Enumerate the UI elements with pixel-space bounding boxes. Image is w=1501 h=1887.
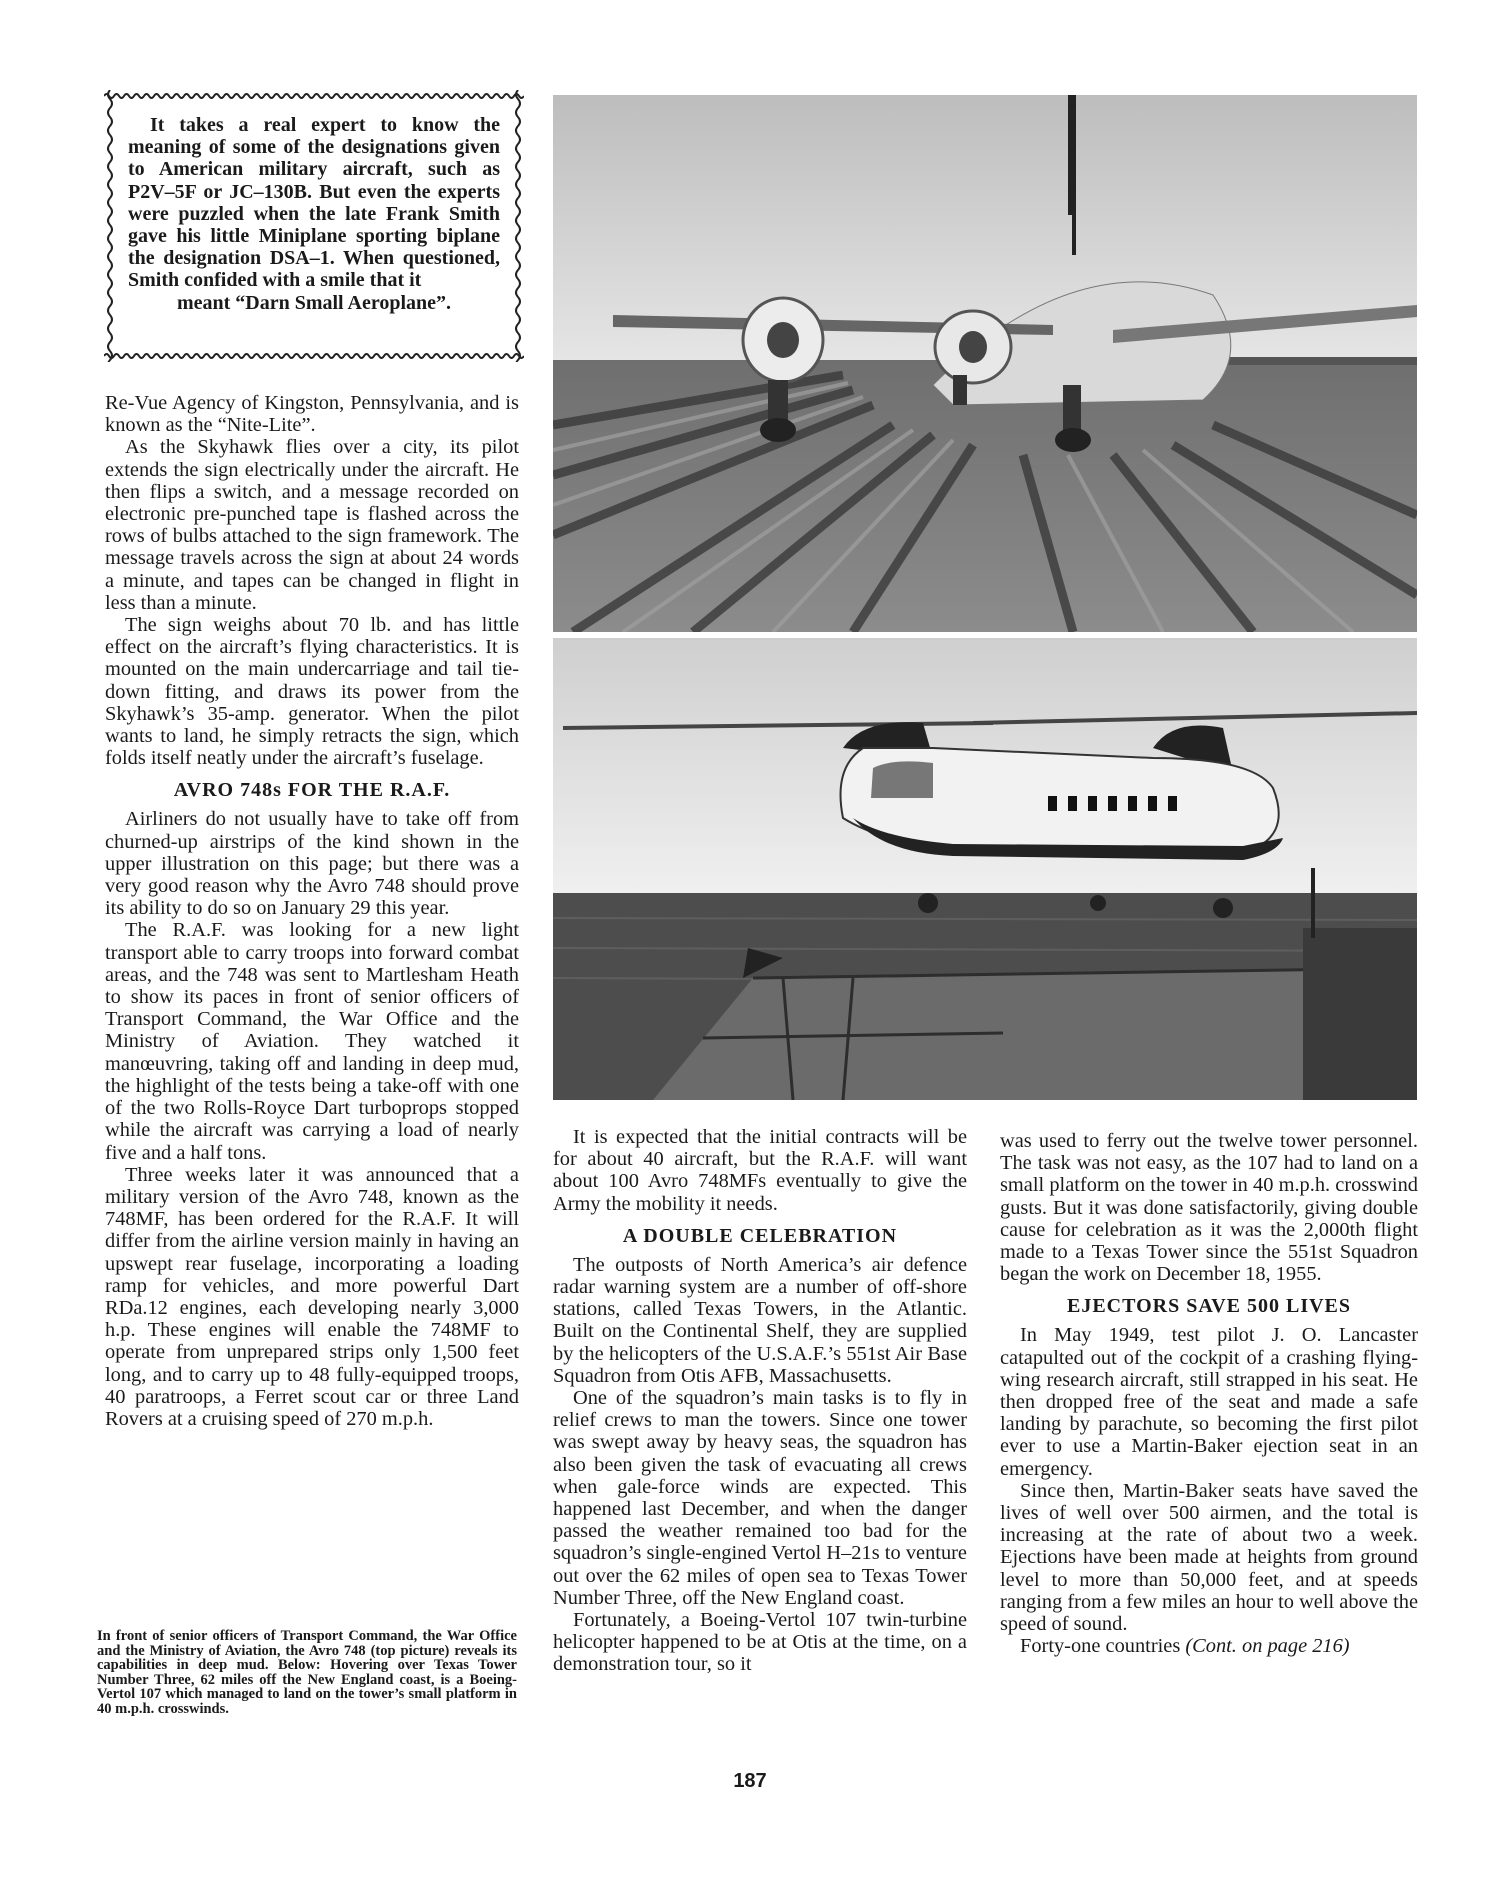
page-number: 187 [733, 1770, 767, 1792]
paragraph: Fortunately, a Boeing-Vertol 107 twin-turbine helicopter happened to be at Otis at the time, on a demonstration tour, so it [553, 1609, 967, 1676]
section-heading: AVRO 748s FOR THE R.A.F. [173, 779, 451, 802]
middle-column [553, 1126, 967, 1676]
aircraft-photo [553, 95, 1417, 632]
paragraph: Since then, Martin-Baker seats have saved the lives of well over 500 airmen, and the total is increasing at the rate of about two a week. Ejections have been made at heights from ground level to more than 50,000 feet, and at speeds ranging from a few miles an hour to well above the speed of sound. [1000, 1479, 1418, 1636]
paragraph: The R.A.F. was looking for a new light transport able to carry troops into forward combat areas, and the 748 was sent to Martlesham Heath to show its paces in front of senior officers of Transport Command, the War Office and the Ministry of Aviation. They watched it manœuvring, taking off and landing in deep mud, the highlight of the tests being a take-off with one of the two Rolls-Royce Dart turboprops stopped while the aircraft was carrying a load of nearly five and a half tons. [105, 919, 519, 1164]
continued-text: Forty-one countries [1020, 1635, 1186, 1658]
callout-body: It takes a real expert to know the meaning of some of the designations given to American military aircraft, such as P2V–5F or JC–130B. But even the experts were puzzled when the late Frank Smith gave his little Miniplane sporting biplane the designation DSA–1. When questioned, Smith confided with a smile that it [128, 114, 500, 292]
paragraph: was used to ferry out the twelve tower personnel. The task was not easy, as the 107 had to land on a small platform on the tower in 40 m.p.h. crosswind gusts. But it was done satisfactorily, giving double cause for celebration as it was the 2,000th flight made to a Texas Tower since the 551st Squadron began the work on December 18, 1955. [1000, 1130, 1418, 1286]
paragraph-continuation [1000, 1635, 1418, 1657]
paragraph: It is expected that the initial contracts will be for about 40 aircraft, but the R.A.F. will want about 100 Avro 748MFs eventually to give the Army the mobility it needs. [553, 1126, 967, 1215]
paragraph: One of the squadron’s main tasks is to fly in relief crews to man the towers. Since one tower was swept away by heavy seas, the squadron has also been given the task of evacuating all crews when gale-force winds are expected. This happened last December, and when the danger passed the weather remained too bad for the squadron’s single-engined Vertol H–21s to venture out over the 62 miles of open sea to Texas Tower Number Three, off the New England coast. [553, 1387, 967, 1609]
paragraph: As the Skyhawk flies over a city, its pilot extends the sign electrically under the aircraft. He then flips a switch, and a message recorded on electronic pre-punched tape is flashed across the rows of bulbs attached to the sign framework. The message travels across the sign at about 24 words a minute, and tapes can be changed in flight in less than a minute. [105, 436, 519, 614]
paragraph: Airliners do not usually have to take off from churned-up airstrips of the kind shown in the upper illustration on this page; but there was a very good reason why the Avro 748 should prove its ability to do so on January 29 this year. [105, 808, 519, 920]
left-column [105, 392, 519, 1430]
paragraph: The sign weighs about 70 lb. and has little effect on the aircraft’s flying characteristics. It is mounted on the main undercarriage and tail tie-down fitting, and draws its power from the Skyhawk’s 35-amp. generator. When the pilot wants to land, he simply retracts the sign, which folds itself neatly under the aircraft’s fuselage. [105, 614, 519, 770]
helicopter-photo [553, 638, 1417, 1100]
figure-caption: In front of senior officers of Transport Command, the War Office and the Ministry of Aviation, the Avro 748 (top picture) reveals its capabilities in deep mud. Below: Hovering over Texas Tower Number Three, 62 miles off the New England coast, is a Boeing-Vertol 107 which managed to land on the tower’s small platform in 40 m.p.h. crosswinds. [97, 1628, 517, 1717]
paragraph: Re-Vue Agency of Kingston, Pennsylvania, and is known as the “Nite-Lite”. [105, 392, 519, 437]
callout-last-line: meant “Darn Small Aeroplane”. [176, 291, 452, 314]
section-heading: EJECTORS SAVE 500 LIVES [1066, 1295, 1352, 1318]
callout-text [128, 114, 500, 314]
right-column [1000, 1130, 1418, 1657]
paragraph: In May 1949, test pilot J. O. Lancaster catapulted out of the cockpit of a crashing flying-wing research aircraft, still strapped in his seat. He then dropped free of the seat and made a safe landing by parachute, so becoming the first pilot ever to use a Martin-Baker ejection seat in an emergency. [1000, 1324, 1418, 1480]
callout-box [104, 90, 524, 362]
paragraph: Three weeks later it was announced that a military version of the Avro 748, known as the 748MF, has been ordered for the R.A.F. It will differ from the airline version mainly in having an upswept rear fuselage, incorporating a loading ramp for vehicles, and more powerful Dart RDa.12 engines, each developing nearly 3,000 h.p. These engines will enable the 748MF to operate from unprepared strips only 1,500 feet long, and to carry up to 48 fully-equipped troops, 40 paratroops, a Ferret scout car or three Land Rovers at a cruising speed of 270 m.p.h. [105, 1163, 519, 1430]
section-heading: A DOUBLE CELEBRATION [622, 1224, 898, 1247]
boeing-vertol-107-photo-illustration [553, 638, 1417, 1100]
paragraph: The outposts of North America’s air defence radar warning system are a number of off-shore stations, called Texas Towers, in the Atlantic. Built on the Continental Shelf, they are supplied by the helicopters of the U.S.A.F.’s 551st Air Base Squadron from Otis AFB, Massachusetts. [553, 1253, 967, 1387]
avro-748-photo-illustration [553, 95, 1417, 632]
continuation-link[interactable]: (Cont. on page 216) [1185, 1635, 1350, 1658]
